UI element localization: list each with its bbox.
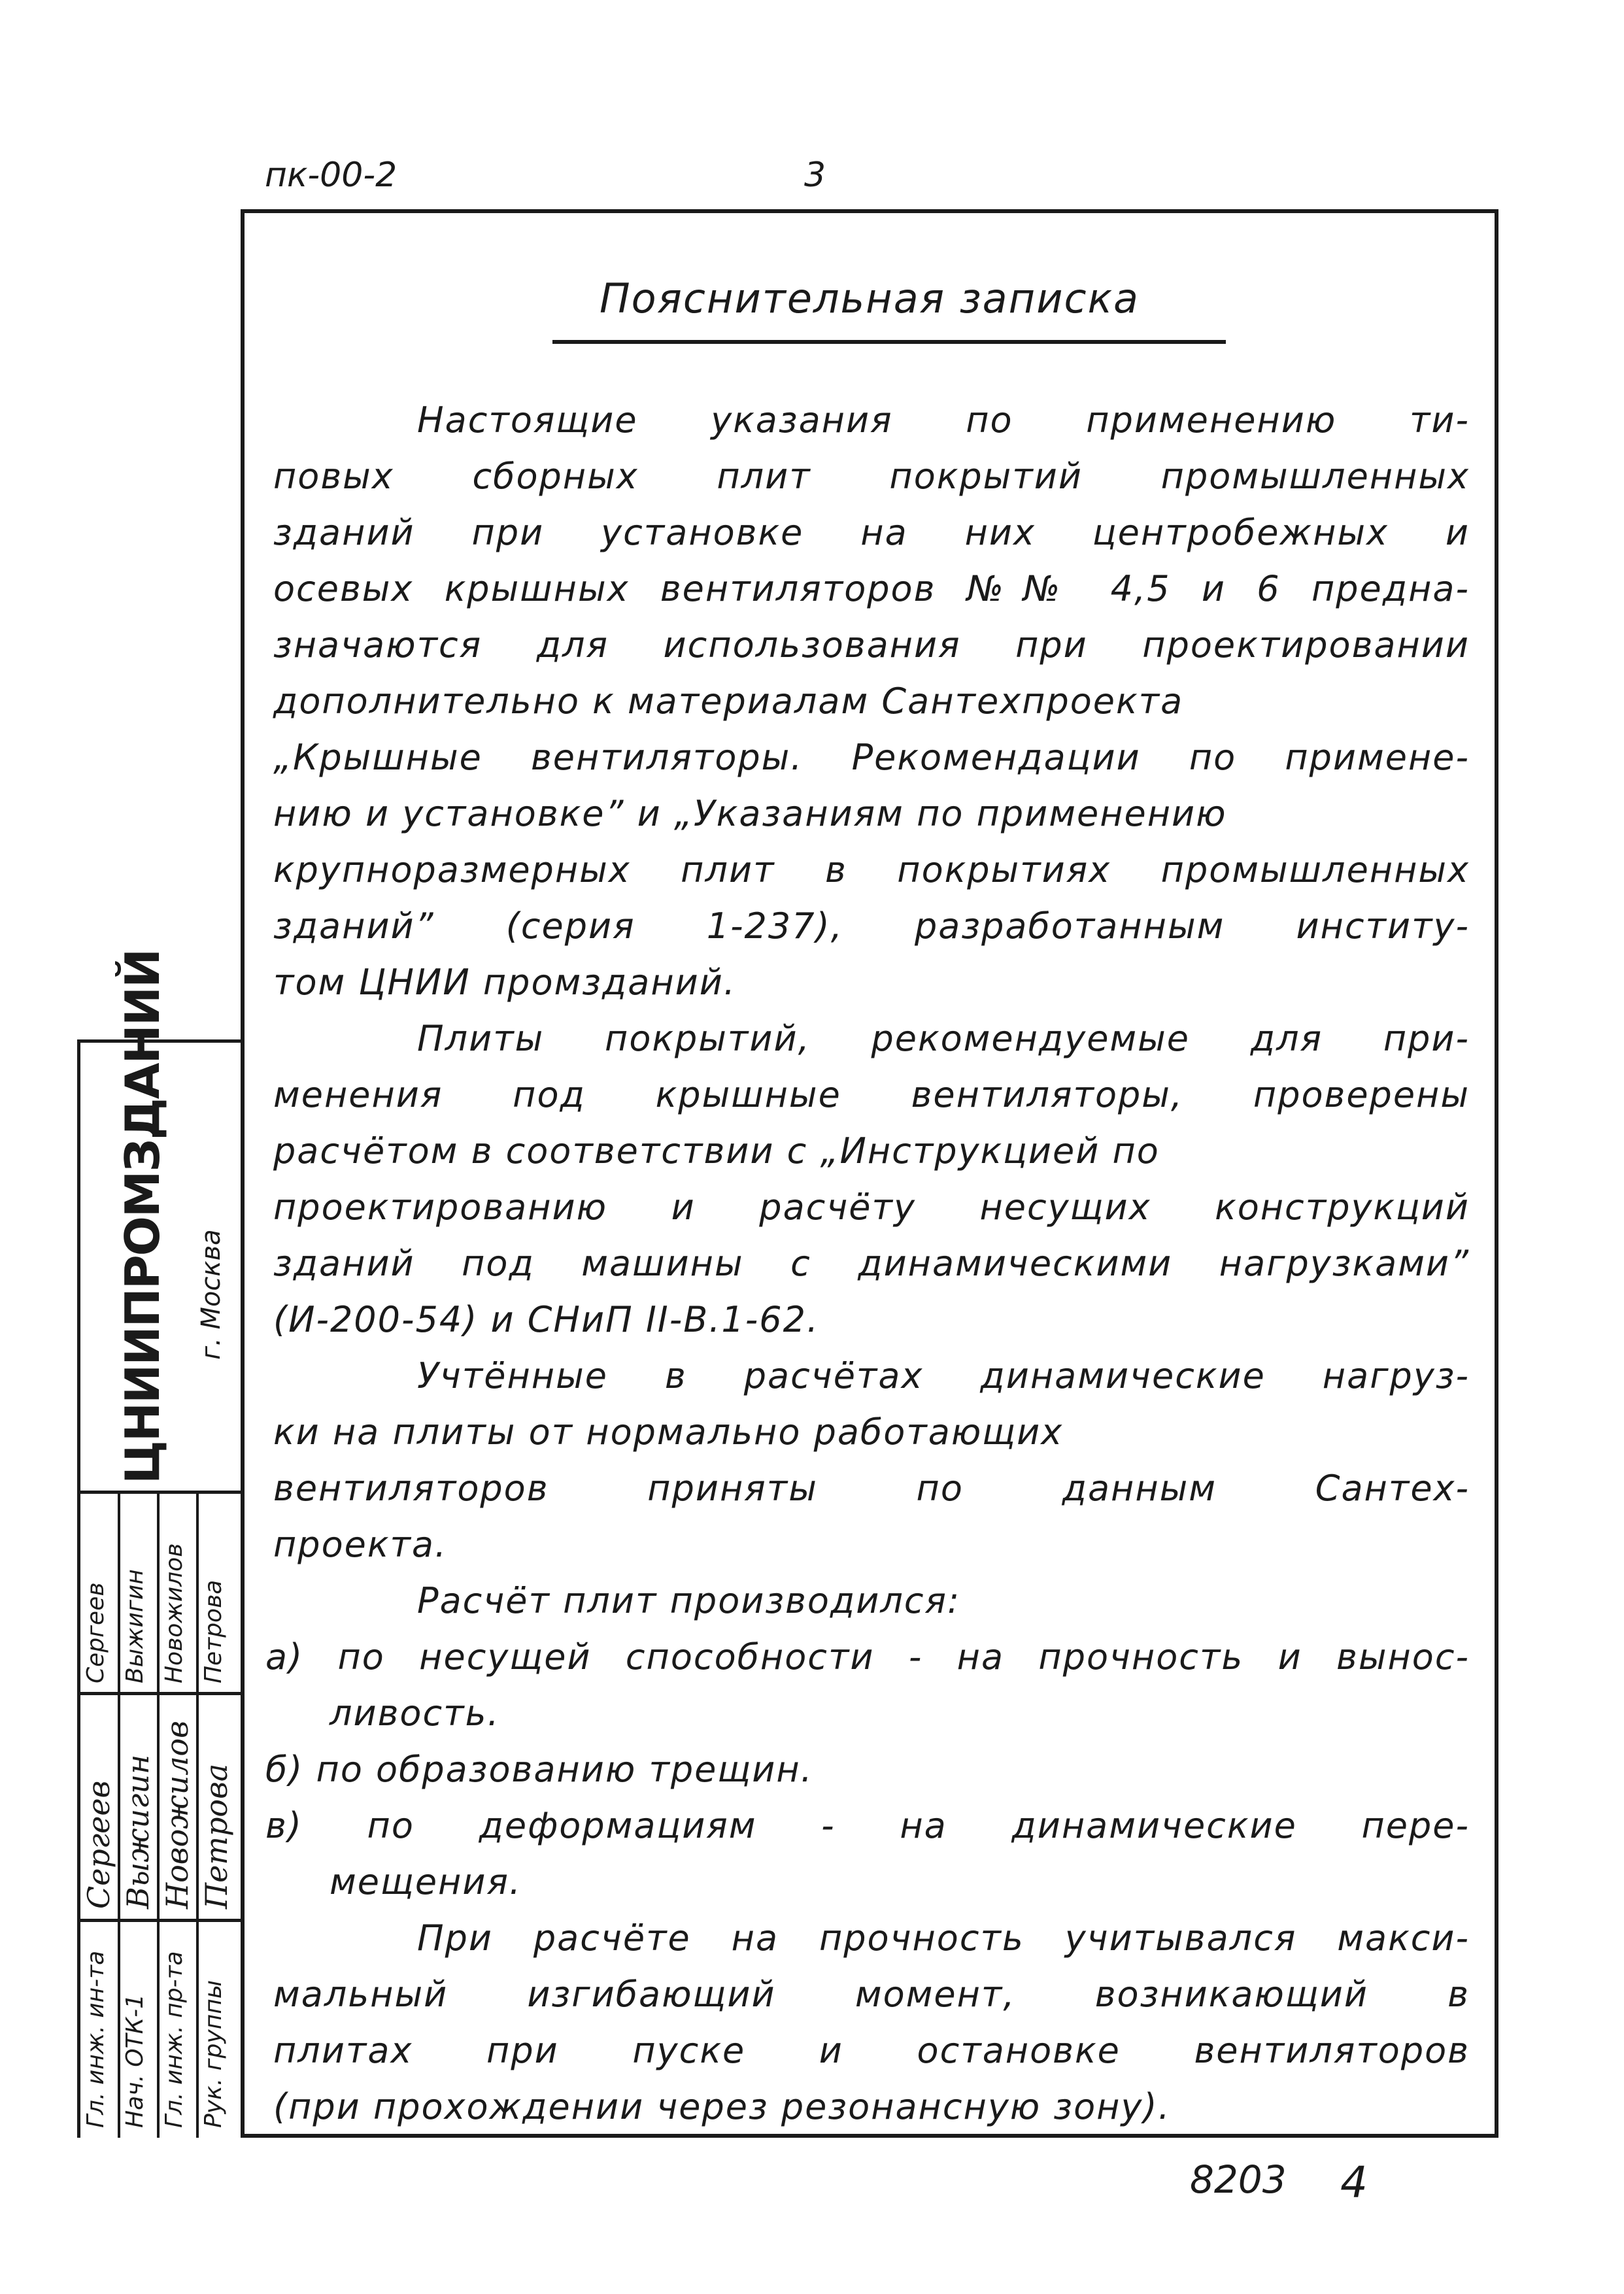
list-item: а) по несущей способности - на прочность и вынос- [265,1636,1470,1678]
text-line: Расчёт плит производился: [417,1580,961,1621]
signature: Сергеев [81,1780,116,1909]
organization-name: ЦНИИПРОМЗДАНИЙ [115,949,170,1484]
list-item: мещения. [330,1861,522,1902]
text-line: плитах при пуске и остановке вентиляторов [273,2030,1470,2071]
stamp-person-name: Новожилов [161,1543,188,1683]
document-number: 8203 [1190,2157,1287,2202]
document-code: пк-00-2 [265,156,398,195]
text-line: зданий под машины с динамическими нагрузками” [273,1243,1470,1284]
city-label: г. Москва [196,1229,226,1360]
text-line: Настоящие указания по применению ти- [417,399,1470,441]
text-line: ки на плиты от нормально работающих [273,1411,1064,1453]
signature: Петрова [199,1763,234,1909]
text-line: значаются для использования при проектировании [273,624,1470,666]
text-line: (И-200-54) и СНиП II-В.1-62. [273,1299,820,1340]
text-line: зданий” (серия 1-237), разработанным институ- [273,905,1470,947]
text-line: расчётом в соответствии с „Инструкцией по [273,1130,1160,1172]
text-line: вентиляторов приняты по данным Сантех- [273,1468,1470,1509]
text-line: проекта. [273,1524,448,1565]
text-line: (при прохождении через резонансную зону). [273,2086,1171,2127]
list-item: в) по деформациям - на динамические пере- [265,1805,1470,1846]
text-line: мальный изгибающий момент, возникающий в [273,1974,1470,2015]
text-line: дополнительно к материалам Сантехпроекта [273,681,1184,722]
text-line: менения под крышные вентиляторы, проверены [273,1074,1470,1115]
stamp-position: Рук. группы [200,1980,227,2128]
text-line: Плиты покрытий, рекомендуемые для при- [417,1018,1470,1059]
title-underline [552,340,1226,344]
signature: Выжигин [120,1754,156,1909]
text-line: При расчёте на прочность учитывался макси- [417,1917,1470,1959]
text-line: Учтённые в расчётах динамические нагруз- [417,1355,1470,1396]
text-line: нию и установке” и „Указаниям по применению [273,793,1227,834]
stamp-position: Нач. ОТК-1 [122,1993,148,2128]
page-number: 3 [804,156,826,195]
page-title: Пояснительная записка [599,275,1140,322]
text-line: проектированию и расчёту несущих конструкций [273,1187,1470,1228]
stamp-person-name: Выжигин [122,1569,148,1683]
sheet-number: 4 [1340,2157,1368,2208]
explanatory-note-body [265,392,1470,2135]
text-line: том ЦНИИ промзданий. [273,962,737,1003]
stamp-person-name: Сергеев [82,1582,109,1683]
stamp-position: Гл. инж. пр-та [161,1951,188,2128]
text-line: крупноразмерных плит в покрытиях промышленных [273,849,1470,890]
list-item: ливость. [330,1693,500,1734]
signature: Новожилов [160,1721,195,1909]
text-line: зданий при установке на них центробежных и [273,512,1470,553]
text-line: „Крышные вентиляторы. Рекомендации по примене- [273,737,1470,778]
text-line: повых сборных плит покрытий промышленных [273,456,1470,497]
text-line: осевых крышных вентиляторов №№ 4,5 и 6 предна- [273,568,1470,609]
list-item: б) по образованию трещин. [265,1749,813,1790]
stamp-person-name: Петрова [200,1579,227,1683]
stamp-position: Гл. инж. ин-та [82,1950,109,2128]
